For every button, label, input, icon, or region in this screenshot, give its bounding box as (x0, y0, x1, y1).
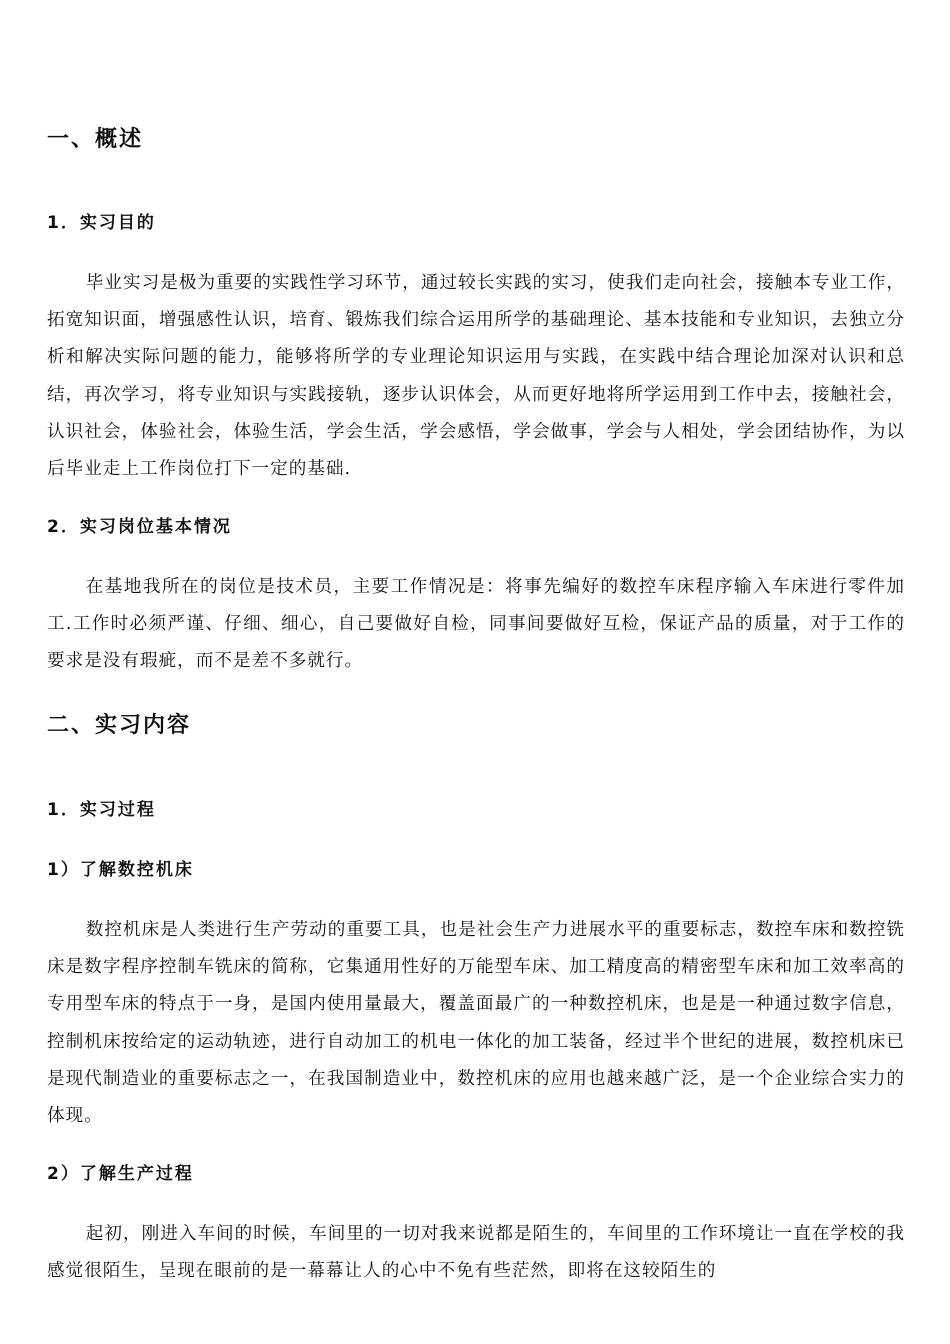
heading-internship-process: 1．实习过程 (47, 800, 156, 820)
paragraph-understand-production: 起初，刚进入车间的时候，车间里的一切对我来说都是陌生的，车间里的工作环境让一直在学校的我感觉很陌生，呈现在眼前的是一幕幕让人的心中不免有些茫然，即将在这较陌生的 (47, 1224, 905, 1282)
heading-internship-position: 2．实习岗位基本情况 (47, 517, 232, 537)
heading-understand-cnc: 1）了解数控机床 (47, 860, 194, 880)
paragraph-internship-position: 在基地我所在的岗位是技术员，主要工作情况是：将事先编好的数控车床程序输入车床进行零件加工.工作时必须严谨、仔细、细心，自己要做好自检，同事间要做好互检，保证产品的质量，对于工作的要求是没有瑕疵，而不是差不多就行。 (47, 577, 905, 672)
section-title-overview: 一、概述 (47, 127, 144, 152)
heading-understand-production: 2）了解生产过程 (47, 1164, 194, 1184)
heading-internship-purpose: 1．实习目的 (47, 213, 156, 233)
paragraph-understand-cnc: 数控机床是人类进行生产劳动的重要工具，也是社会生产力进展水平的重要标志，数控车床和数控铣床是数字程序控制车铣床的简称，它集通用性好的万能型车床、加工精度高的精密型车床和加工效率高的专用型车床的特点于一身，是国内使用量最大，覆盖面最广的一种数控机床，也是是一种通过数字信息，控制机床按给定的运动轨迹，进行自动加工的机电一体化的加工装备，经过半个世纪的进展，数控机床已是现代制造业的重要标志之一，在我国制造业中，数控机床的应用也越来越广泛，是一个企业综合实力的体现。 (47, 920, 905, 1127)
section-title-content: 二、实习内容 (47, 713, 192, 738)
paragraph-internship-purpose: 毕业实习是极为重要的实践性学习环节，通过较长实践的实习，使我们走向社会，接触本专业工作，拓宽知识面，增强感性认识，培育、锻炼我们综合运用所学的基础理论、基本技能和专业知识，去独立分析和解决实际问题的能力，能够将所学的专业理论知识运用与实践，在实践中结合理论加深对认识和总结，再次学习，将专业知识与实践接轨，逐步认识体会，从而更好地将所学运用到工作中去，接触社会，认识社会，体验社会，体验生活，学会生活，学会感悟，学会做事，学会与人相处，学会团结协作，为以后毕业走上工作岗位打下一定的基础. (47, 273, 905, 480)
